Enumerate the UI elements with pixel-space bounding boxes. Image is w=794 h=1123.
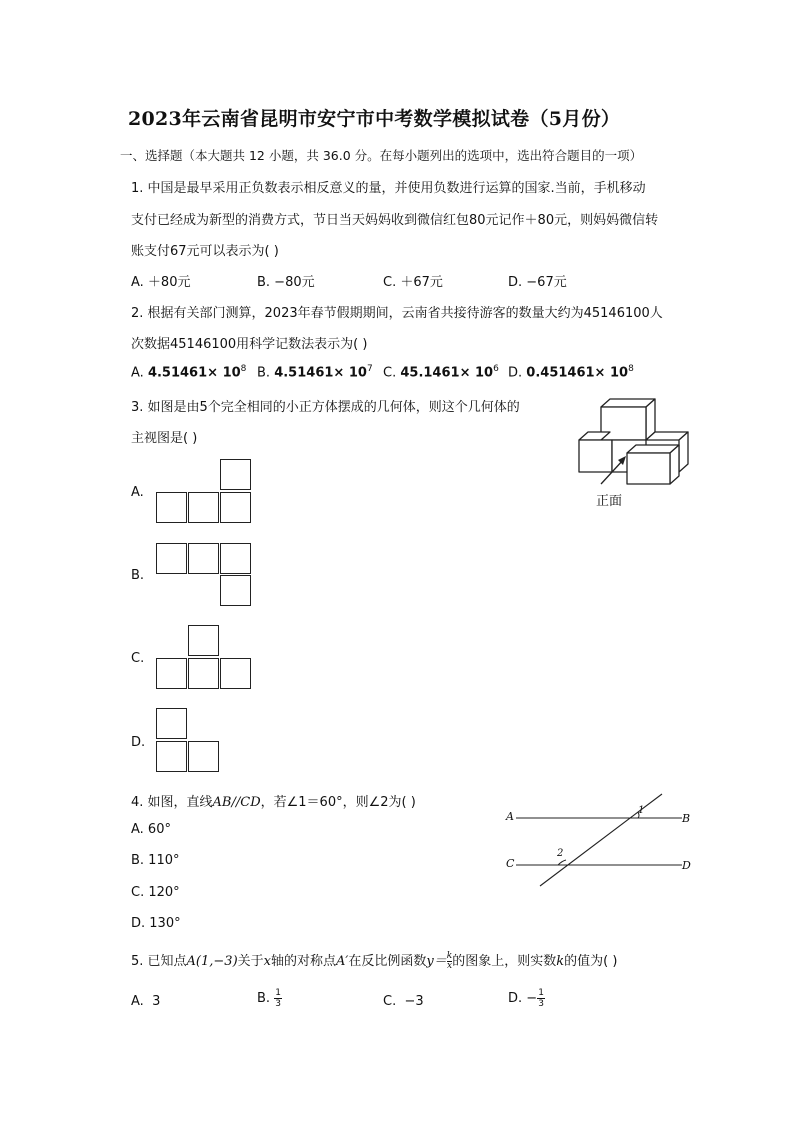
q4-text: ，若∠1＝60°，则∠2为( ) (260, 795, 416, 810)
q5-point: A(1,−3) (186, 954, 238, 969)
option-label: A. (131, 365, 144, 381)
q5-text: 的值为( ) (564, 954, 618, 969)
option-value: 4.51461× 10 (274, 365, 367, 381)
q3-option-b-label[interactable]: B. (131, 568, 145, 583)
q5-option-b[interactable] (257, 988, 282, 1009)
option-label: D. (508, 365, 523, 381)
angle-label-2: 2 (557, 848, 564, 859)
q5-text: 的图象上，则实数 (452, 954, 557, 969)
option-exponent: 8 (240, 364, 247, 374)
q1-line-2: 支付已经成为新型的消费方式，节日当天妈妈收到微信红包80元记作＋80元，则妈妈微信转 (131, 213, 659, 228)
q4-text: 4. 如图，直线 (131, 795, 213, 810)
square (188, 658, 219, 689)
q4-stem (131, 791, 416, 810)
q2-option-c[interactable] (383, 364, 499, 380)
q5-option-a[interactable] (131, 994, 160, 1009)
q5-stem (131, 950, 617, 971)
q1-option-a[interactable]: A. ＋80元 (131, 275, 191, 290)
fraction-denominator: 3 (275, 999, 281, 1009)
q5-function: y＝ (426, 954, 447, 969)
point-label-d: D (682, 859, 691, 872)
option-exponent: 6 (493, 364, 499, 374)
fraction-numerator: 1 (275, 988, 281, 998)
point-label-c: C (506, 857, 515, 870)
q5-text: 5. 已知点 (131, 954, 187, 969)
square (220, 543, 251, 574)
point-label-a: A (506, 810, 514, 823)
q5-option-d[interactable] (508, 988, 545, 1009)
fraction (274, 988, 282, 1009)
q3-option-c-label[interactable]: C. (131, 651, 145, 666)
section-heading: 一、选择题（本大题共 12 小题，共 36.0 分。在每小题列出的选项中，选出符合题目的一项） (120, 148, 643, 163)
option-exponent: 8 (628, 364, 634, 374)
option-label: D. (508, 991, 523, 1006)
q5-text: 关于 (237, 954, 264, 969)
q1-option-c[interactable]: C. ＋67元 (383, 275, 443, 290)
square (156, 658, 187, 689)
q5-axis: x (263, 954, 272, 969)
option-value: 45.1461× 10 (400, 365, 494, 381)
square (220, 492, 251, 523)
q3-line-1: 3. 如图是由5个完全相同的小正方体摆成的几何体，则这个几何体的 (131, 400, 520, 415)
q4-parallel-lines-figure (502, 790, 698, 890)
option-value: 4.51461× 10 (147, 365, 241, 381)
q1-option-b[interactable]: B. −80元 (257, 275, 315, 290)
fraction-denominator: 3 (538, 999, 544, 1009)
front-label: 正面 (596, 494, 623, 509)
q2-line-1: 2. 根据有关部门测算，2023年春节假期期间，云南省共接待游客的数量大约为45146100人 (131, 306, 663, 321)
fraction-denominator: x (446, 961, 453, 971)
square (156, 543, 187, 574)
option-label: C. (383, 994, 397, 1009)
square (220, 575, 251, 606)
q5-k: k (556, 954, 565, 969)
fraction-numerator: 1 (538, 988, 544, 998)
square (188, 625, 219, 656)
q2-option-d[interactable] (508, 364, 634, 380)
q1-line-1: 1. 中国是最早采用正负数表示相反意义的量，并使用负数进行运算的国家.当前，手机移动 (131, 181, 646, 196)
square (156, 741, 187, 772)
square (156, 708, 187, 739)
option-value: 0.451461× 10 (526, 365, 629, 381)
page-title: 2023年云南省昆明市安宁市中考数学模拟试卷（5月份） (128, 108, 621, 130)
q3-line-2: 主视图是( ) (131, 431, 198, 446)
q4-option-b[interactable]: B. 110° (131, 853, 180, 868)
option-label: A. (131, 994, 144, 1009)
square (220, 459, 251, 490)
option-label: B. (257, 991, 271, 1006)
square (188, 741, 219, 772)
q5-text: 在反比例函数 (348, 954, 427, 969)
square (156, 492, 187, 523)
q5-text: 轴的对称点 (271, 954, 337, 969)
angle-label-1: 1 (638, 805, 645, 816)
q1-line-3: 账支付67元可以表示为( ) (131, 244, 279, 259)
q2-line-2: 次数据45146100用科学记数法表示为( ) (131, 337, 368, 352)
q4-parallel-expr: AB//CD (212, 795, 261, 810)
q4-option-c[interactable]: C. 120° (131, 885, 180, 900)
fraction (537, 988, 545, 1009)
fraction-numerator: k (446, 951, 453, 961)
option-sign: − (526, 991, 538, 1006)
option-value: 3 (152, 994, 161, 1009)
option-label: C. (383, 365, 397, 381)
q1-option-d[interactable]: D. −67元 (508, 275, 567, 290)
square (220, 658, 251, 689)
q3-option-d-label[interactable]: D. (131, 735, 146, 750)
option-label: B. (257, 365, 271, 381)
square (188, 492, 219, 523)
point-label-b: B (682, 812, 691, 825)
q5-point-prime: A′ (336, 954, 349, 969)
option-exponent: 7 (366, 364, 373, 374)
q5-option-c[interactable] (383, 994, 424, 1009)
q2-option-b[interactable] (257, 364, 373, 380)
square (188, 543, 219, 574)
q2-option-a[interactable] (131, 364, 246, 380)
q3-option-a-label[interactable]: A. (131, 485, 144, 500)
option-value: −3 (404, 994, 424, 1009)
q4-option-d[interactable]: D. 130° (131, 916, 181, 931)
q4-option-a[interactable]: A. 60° (131, 822, 171, 837)
q3-solid-figure (574, 396, 694, 514)
